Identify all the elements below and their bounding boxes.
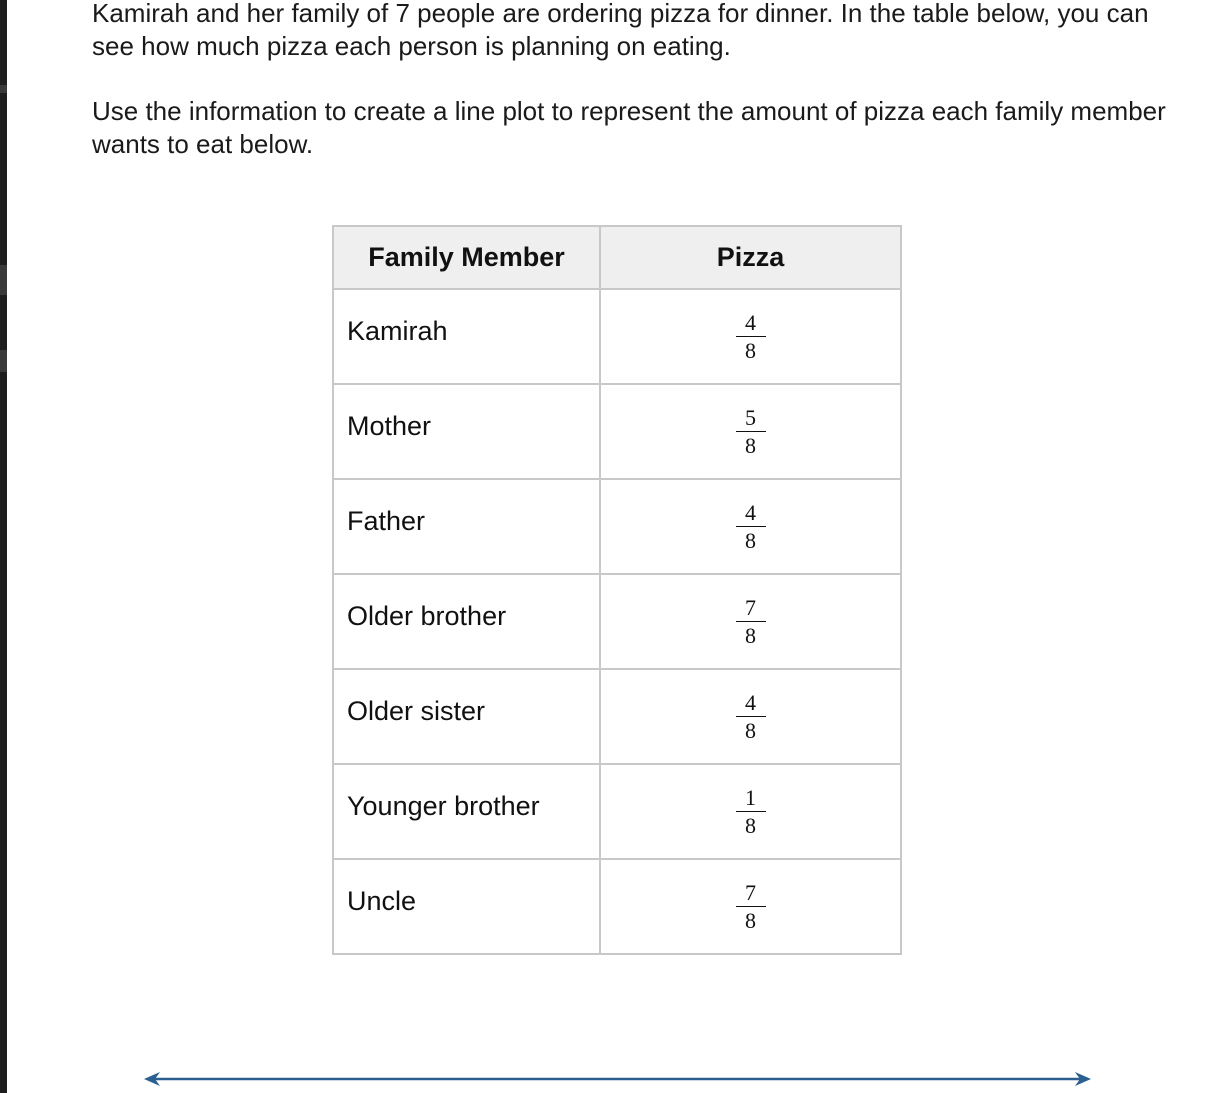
pizza-fraction xyxy=(736,499,766,553)
number-line[interactable] xyxy=(140,1068,1095,1090)
pizza-fraction-cell xyxy=(600,479,901,574)
fraction-denominator: 8 xyxy=(745,907,756,933)
member-name: Mother xyxy=(333,384,600,479)
edge-notch xyxy=(0,85,7,93)
fraction-denominator: 8 xyxy=(745,622,756,648)
pizza-fraction xyxy=(736,309,766,363)
pizza-fraction-cell xyxy=(600,574,901,669)
fraction-numerator: 4 xyxy=(736,502,766,527)
left-window-edge xyxy=(0,0,7,1093)
fraction-numerator: 4 xyxy=(736,312,766,337)
fraction-numerator: 7 xyxy=(736,882,766,907)
pizza-fraction xyxy=(736,784,766,838)
fraction-denominator: 8 xyxy=(745,527,756,553)
edge-notch xyxy=(0,350,7,372)
pizza-fraction xyxy=(736,879,766,933)
member-name: Kamirah xyxy=(333,289,600,384)
table-row xyxy=(333,384,901,479)
member-name: Father xyxy=(333,479,600,574)
fraction-numerator: 4 xyxy=(736,692,766,717)
pizza-fraction-cell xyxy=(600,859,901,954)
instruction-paragraph: Kamirah and her family of 7 people are ordering pizza for dinner. In the table below, you can see how much pizza each person is planning on eating. xyxy=(92,0,1149,61)
pizza-fraction-cell xyxy=(600,289,901,384)
fraction-denominator: 8 xyxy=(745,717,756,743)
fraction-numerator: 7 xyxy=(736,597,766,622)
fraction-denominator: 8 xyxy=(745,812,756,838)
pizza-fraction xyxy=(736,404,766,458)
fraction-denominator: 8 xyxy=(745,432,756,458)
header-pizza: Pizza xyxy=(600,226,901,289)
pizza-fraction-cell xyxy=(600,764,901,859)
pizza-fraction-cell xyxy=(600,669,901,764)
fraction-numerator: 1 xyxy=(736,787,766,812)
pizza-fraction xyxy=(736,689,766,743)
member-name: Older sister xyxy=(333,669,600,764)
member-name: Younger brother xyxy=(333,764,600,859)
fraction-denominator: 8 xyxy=(745,337,756,363)
edge-notch xyxy=(0,265,7,295)
fraction-numerator: 5 xyxy=(736,407,766,432)
table-row xyxy=(333,859,901,954)
pizza-fraction xyxy=(736,594,766,648)
header-family-member: Family Member xyxy=(333,226,600,289)
member-name: Uncle xyxy=(333,859,600,954)
table-header-row xyxy=(333,226,901,289)
pizza-table xyxy=(332,225,902,955)
pizza-table-container xyxy=(332,225,902,955)
table-row xyxy=(333,289,901,384)
table-row xyxy=(333,574,901,669)
table-row xyxy=(333,764,901,859)
task-paragraph: Use the information to create a line plot to represent the amount of pizza each family member wants to eat below. xyxy=(92,96,1166,159)
table-row xyxy=(333,479,901,574)
pizza-fraction-cell xyxy=(600,384,901,479)
table-row xyxy=(333,669,901,764)
member-name: Older brother xyxy=(333,574,600,669)
